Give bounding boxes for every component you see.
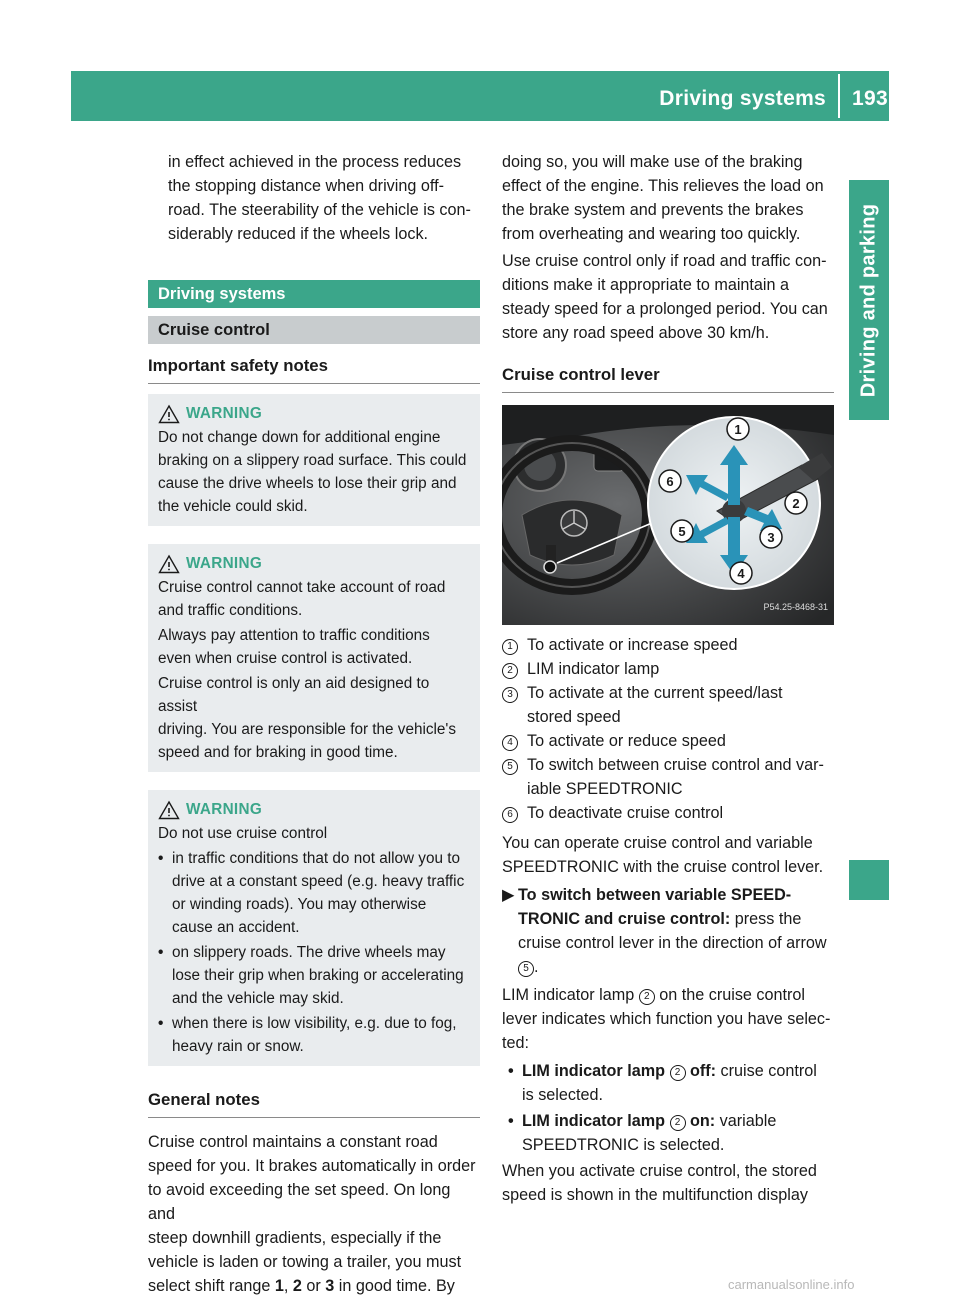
text-line: lever indicates which function you have selec- <box>502 1010 831 1028</box>
side-tab-label-wrap <box>849 180 889 420</box>
text-line: iable SPEEDTRONIC <box>527 780 683 798</box>
text-line: LIM indicator lamp <box>527 660 660 678</box>
text-line <box>522 1059 817 1083</box>
text-line: siderably reduced if the wheels lock. <box>168 225 429 243</box>
text-line: drive at a constant speed (e.g. heavy traffic <box>172 873 465 890</box>
lever-heading: Cruise control lever <box>502 363 834 393</box>
operate-paragraph <box>502 831 834 879</box>
text-line: cause the drive wheels to lose their grip and <box>158 475 457 492</box>
shift-range: 1 <box>274 1277 284 1295</box>
bullet-icon: • <box>508 1112 514 1130</box>
bold-span: LIM indicator lamp <box>522 1112 670 1130</box>
text-span: press the <box>730 910 802 928</box>
text-line: even when cruise control is activated. <box>158 650 413 667</box>
text-line: or winding roads). You may otherwise <box>172 896 427 913</box>
text-line: SPEEDTRONIC with the cruise control lever. <box>502 858 824 876</box>
text-span: cruise control <box>716 1062 817 1080</box>
bold-span: off: <box>685 1062 717 1080</box>
warning-title: WARNING <box>186 405 263 422</box>
right-column <box>502 150 834 1207</box>
legend-item <box>502 681 834 729</box>
instruction-step <box>502 883 834 979</box>
lim-list <box>502 1059 834 1157</box>
continued-paragraph <box>502 150 834 246</box>
text-line: Do not change down for additional engine <box>158 429 441 446</box>
callout-label: 5 <box>678 524 686 539</box>
text-line: To activate or increase speed <box>527 636 738 654</box>
text-span: LIM indicator lamp <box>502 986 639 1004</box>
text-line: the brake system and prevents the brakes <box>502 201 804 219</box>
callout-number: 5 <box>502 759 518 775</box>
text-line: Do not use cruise control <box>158 825 328 842</box>
text-line: To deactivate cruise control <box>527 804 724 822</box>
text-line <box>148 1274 480 1298</box>
text-line: heavy rain or snow. <box>172 1038 304 1055</box>
text-line: the vehicle could skid. <box>158 498 308 515</box>
callout-label: 2 <box>792 496 800 511</box>
text-line: When you activate cruise control, the stored <box>502 1162 817 1180</box>
text-line: cruise control lever in the direction of arrow <box>518 934 827 952</box>
bold-span: LIM indicator lamp <box>522 1062 670 1080</box>
text-span: . <box>534 958 539 976</box>
legend-item <box>502 633 834 657</box>
step-title: To switch between variable SPEED- <box>518 886 792 904</box>
text-line: Cruise control maintains a constant road <box>148 1133 438 1151</box>
text-span: or <box>301 1277 326 1295</box>
list-item <box>502 1109 834 1157</box>
text-span: , <box>283 1277 293 1295</box>
warning-box <box>148 544 480 772</box>
text-line: and traffic conditions. <box>158 602 303 619</box>
left-column <box>148 150 480 1298</box>
usage-paragraph <box>502 249 834 345</box>
footer-watermark[interactable]: carmanualsonline.info <box>728 1277 855 1292</box>
header-title: Driving systems <box>659 87 827 110</box>
list-item <box>158 847 470 939</box>
legend-item <box>502 753 834 801</box>
text-line: Use cruise control only if road and traffic con- <box>502 252 827 270</box>
step-title: TRONIC and cruise control: <box>518 910 731 928</box>
warning-title: WARNING <box>186 555 263 572</box>
callout-label: 4 <box>737 566 745 581</box>
header-divider <box>838 74 840 118</box>
intro-paragraph <box>148 150 480 246</box>
list-item <box>158 1012 470 1058</box>
text-line: To activate or reduce speed <box>527 732 726 750</box>
subsection-title: Cruise control <box>148 316 480 344</box>
text-line: speed for you. It brakes automatically in order <box>148 1157 476 1175</box>
text-line: You can operate cruise control and variable <box>502 834 813 852</box>
legend-item <box>502 657 834 681</box>
text-line: vehicle is laden or towing a trailer, you must <box>148 1253 462 1271</box>
general-notes-paragraph <box>148 1130 480 1298</box>
text-line: ted: <box>502 1034 530 1052</box>
shift-range: 3 <box>325 1277 335 1295</box>
bullet-icon: • <box>158 1015 164 1032</box>
text-line: speed is shown in the multifunction display <box>502 1186 808 1204</box>
text-line: from overheating and wearing too quickly. <box>502 225 801 243</box>
callout-label: 6 <box>666 474 674 489</box>
step-arrow-icon: ▶ <box>502 886 515 904</box>
image-code: P54.25-8468-31 <box>763 602 828 612</box>
callout-number: 1 <box>502 639 518 655</box>
text-span: variable <box>715 1112 777 1130</box>
text-line <box>518 955 827 979</box>
text-line: driving. You are responsible for the vehicle's <box>158 721 456 738</box>
list-item <box>158 941 470 1010</box>
text-line: doing so, you will make use of the braking <box>502 153 803 171</box>
warning-box <box>148 394 480 526</box>
side-tab-label: Driving and parking <box>857 203 880 397</box>
text-line: To activate at the current speed/last <box>527 684 783 702</box>
text-line: Always pay attention to traffic conditions <box>158 627 430 644</box>
lim-paragraph <box>502 983 834 1055</box>
text-line: road. The steerability of the vehicle is con- <box>168 201 471 219</box>
legend-item <box>502 729 834 753</box>
text-line: in effect achieved in the process reduces <box>168 153 462 171</box>
text-line: ditions make it appropriate to maintain a <box>502 276 790 294</box>
callout-number: 3 <box>502 687 518 703</box>
text-span: on the cruise control <box>654 986 806 1004</box>
text-line: Cruise control cannot take account of road <box>158 579 446 596</box>
safety-heading: Important safety notes <box>148 354 480 384</box>
callout-ref: 2 <box>639 989 655 1005</box>
callout-label: 3 <box>767 530 775 545</box>
legend-list <box>502 633 834 825</box>
text-line: braking on a slippery road surface. This could <box>158 452 467 469</box>
callout-label: 1 <box>734 422 742 437</box>
text-line: the stopping distance when driving off- <box>168 177 444 195</box>
bold-span: on: <box>685 1112 716 1130</box>
callout-ref: 2 <box>670 1065 686 1081</box>
text-line: is selected. <box>522 1086 603 1104</box>
text-line <box>518 907 827 931</box>
warning-header <box>158 552 470 575</box>
final-paragraph <box>502 1159 834 1207</box>
text-line: lose their grip when braking or accelerating <box>172 967 464 984</box>
text-line <box>502 983 834 1007</box>
text-line: SPEEDTRONIC is selected. <box>522 1136 725 1154</box>
text-line: Cruise control is only an aid designed to assist <box>158 675 430 715</box>
callout-number: 4 <box>502 735 518 751</box>
text-line: effect of the engine. This relieves the load on <box>502 177 824 195</box>
text-line: speed and for braking in good time. <box>158 744 398 761</box>
warning-header <box>158 798 470 821</box>
callout-number: 2 <box>502 663 518 679</box>
page-number: 193 <box>852 87 888 110</box>
text-line <box>522 1109 776 1133</box>
text-line: in traffic conditions that do not allow you to <box>172 850 460 867</box>
warning-triangle-icon <box>158 800 180 820</box>
warning-title: WARNING <box>186 801 263 818</box>
side-marker <box>849 860 889 900</box>
text-line: stored speed <box>527 708 621 726</box>
callout-ref: 2 <box>670 1115 686 1131</box>
bullet-icon: • <box>508 1062 514 1080</box>
dashboard-illustration <box>502 405 834 625</box>
text-line: when there is low visibility, e.g. due to fog, <box>172 1015 457 1032</box>
text-line: steady speed for a prolonged period. You can <box>502 300 828 318</box>
shift-range: 2 <box>292 1277 302 1295</box>
section-title: Driving systems <box>148 280 480 308</box>
warning-triangle-icon <box>158 554 180 574</box>
list-item <box>502 1059 834 1107</box>
text-span: in good time. By <box>334 1277 455 1295</box>
callout-number: 6 <box>502 807 518 823</box>
text-span: select shift range <box>148 1277 275 1295</box>
general-notes-heading: General notes <box>148 1088 480 1118</box>
text-line <box>518 883 827 907</box>
running-header <box>659 84 888 114</box>
bullet-icon: • <box>158 850 164 867</box>
warning-box <box>148 790 480 1066</box>
text-line: steep downhill gradients, especially if the <box>148 1229 442 1247</box>
bullet-icon: • <box>158 944 164 961</box>
text-line: store any road speed above 30 km/h. <box>502 324 770 342</box>
text-line: cause an accident. <box>172 919 300 936</box>
warning-triangle-icon <box>158 404 180 424</box>
warning-header <box>158 402 470 425</box>
cruise-control-lever-photo <box>502 405 834 625</box>
text-line: to avoid exceeding the set speed. On long and <box>148 1181 451 1223</box>
text-line: and the vehicle may skid. <box>172 990 344 1007</box>
text-line: on slippery roads. The drive wheels may <box>172 944 446 961</box>
legend-item <box>502 801 834 825</box>
callout-ref: 5 <box>518 961 534 977</box>
text-line: To switch between cruise control and var- <box>527 756 824 774</box>
